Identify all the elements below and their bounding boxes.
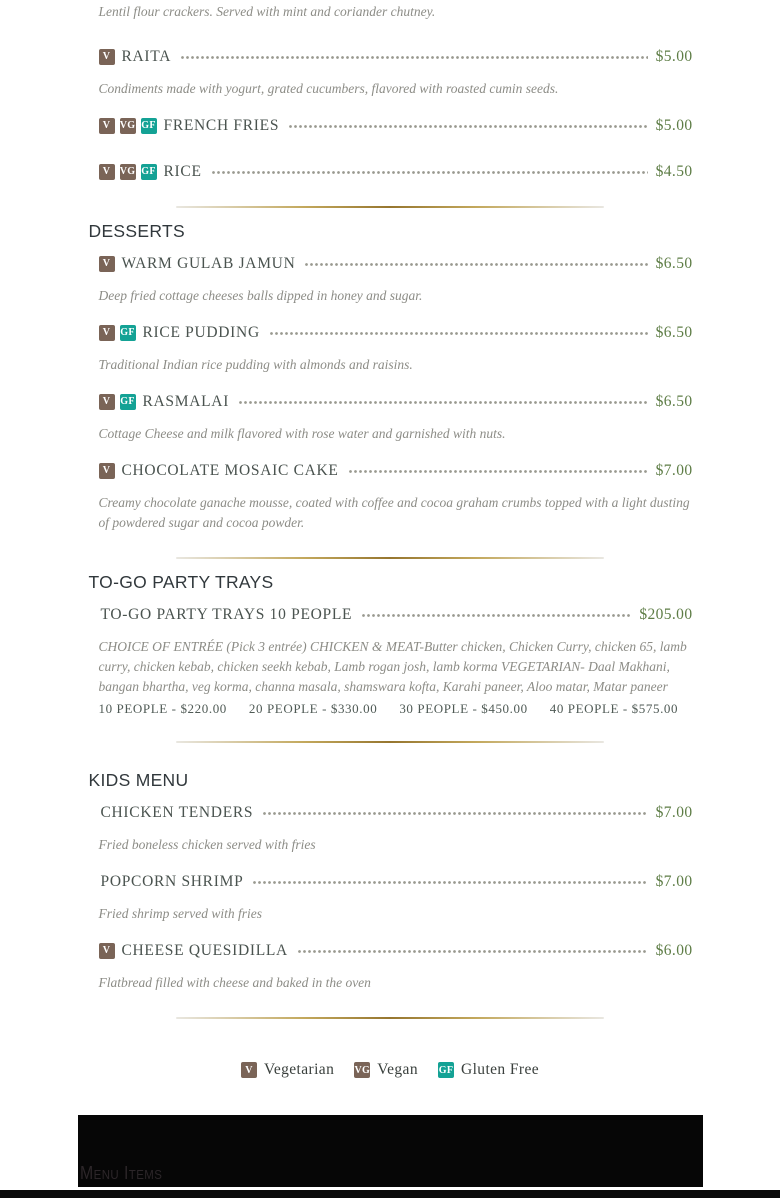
dotted-leader: [305, 263, 647, 266]
menu-item-row: [99, 391, 693, 412]
legend-entry: [241, 1061, 334, 1079]
item-name: TO-GO PARTY TRAYS 10 PEOPLE: [100, 605, 353, 623]
gluten-free-badge: GF: [141, 164, 157, 180]
item-name: POPCORN SHRIMP: [100, 872, 244, 890]
item-description: Cottage Cheese and milk flavored with rose water and garnished with nuts.: [98, 426, 506, 441]
dotted-leader: [263, 812, 647, 815]
menu-item-row: [99, 322, 693, 343]
item-price: $7.00: [655, 461, 693, 479]
item-price: $6.50: [655, 392, 693, 410]
item-price: $7.00: [655, 872, 693, 890]
dotted-leader: [212, 171, 648, 174]
item-price: $205.00: [639, 605, 693, 623]
footer-title: Menu Items: [79, 1163, 162, 1183]
item-description: Creamy chocolate ganache mousse, coated with coffee and cocoa graham crumbs topped with a light dusting of powdered sugar and cocoa powder.: [98, 495, 690, 530]
dotted-leader: [362, 614, 631, 617]
vegetarian-badge: V: [99, 118, 115, 134]
item-name: CHOCOLATE MOSAIC CAKE: [121, 461, 339, 479]
pricing-option: 40 PEOPLE - $575.00: [549, 701, 679, 716]
vegan-badge: VG: [120, 118, 136, 134]
dietary-legend: [78, 1061, 703, 1079]
dotted-leader: [270, 332, 648, 335]
pricing-option: 20 PEOPLE - $330.00: [248, 701, 378, 716]
item-price: $6.00: [655, 941, 693, 959]
item-price: $5.00: [655, 47, 693, 65]
dotted-leader: [253, 881, 647, 884]
bottom-bar: [0, 1190, 780, 1198]
menu-item-row: [99, 161, 693, 182]
item-price: $5.00: [655, 116, 693, 134]
item-price: $7.00: [655, 803, 693, 821]
menu-item-row: [99, 802, 693, 823]
vegetarian-badge: V: [241, 1062, 257, 1078]
dotted-leader: [239, 401, 648, 404]
legend-label: Vegan: [377, 1061, 418, 1078]
dotted-leader: [289, 125, 647, 128]
menu-item-row: [99, 46, 693, 67]
item-name: RAITA: [121, 47, 172, 65]
legend-entry: [438, 1061, 539, 1079]
vegetarian-badge: V: [99, 325, 115, 341]
section-header: DESSERTS: [88, 221, 185, 241]
section-divider: [176, 1017, 604, 1019]
item-name: RICE PUDDING: [142, 323, 260, 341]
footer-panel: [78, 1115, 703, 1187]
item-price: $6.50: [655, 254, 693, 272]
section-header: KIDS MENU: [88, 770, 189, 790]
legend-entry: [354, 1061, 418, 1079]
item-name: RASMALAI: [142, 392, 230, 410]
vegetarian-badge: V: [99, 463, 115, 479]
gluten-free-badge: GF: [141, 118, 157, 134]
vegetarian-badge: V: [99, 256, 115, 272]
dotted-leader: [349, 470, 648, 473]
item-name: CHICKEN TENDERS: [100, 803, 254, 821]
menu-item-row: [99, 460, 693, 481]
item-description: Lentil flour crackers. Served with mint and coriander chutney.: [98, 4, 436, 19]
item-description: Traditional Indian rice pudding with almonds and raisins.: [98, 357, 413, 372]
vegetarian-badge: V: [99, 164, 115, 180]
item-name: CHEESE QUESIDILLA: [121, 941, 288, 959]
menu-item-row: [99, 940, 693, 961]
menu-item-row: [99, 115, 693, 136]
item-description: Flatbread filled with cheese and baked in the oven: [98, 975, 371, 990]
legend-label: Vegetarian: [263, 1061, 335, 1078]
section-divider: [176, 741, 604, 743]
pricing-option: 10 PEOPLE - $220.00: [98, 701, 227, 716]
vegan-badge: VG: [120, 164, 136, 180]
gluten-free-badge: GF: [120, 325, 136, 341]
menu-item-row: [99, 253, 693, 274]
vegetarian-badge: V: [99, 943, 115, 959]
dotted-leader: [298, 950, 648, 953]
section-header: TO-GO PARTY TRAYS: [88, 572, 274, 592]
vegetarian-badge: V: [99, 49, 115, 65]
item-description: Fried boneless chicken served with fries: [98, 837, 316, 852]
gluten-free-badge: GF: [120, 394, 136, 410]
item-price: $6.50: [655, 323, 693, 341]
section-divider: [176, 206, 604, 208]
vegan-badge: VG: [354, 1062, 370, 1078]
item-description: CHOICE OF ENTRÉE (Pick 3 entrée) CHICKEN & MEAT-Butter chicken, Chicken Curry, chicken 65, lamb curry, chicken kebab, chicken seekh kebab, Lamb rogan josh, lamb korma VEGETARIAN- Daal Makhani, bangan bhartha, veg korma, channa masala, shamswara kofta, Karahi paneer, Aloo matar, Matar paneer: [98, 639, 687, 694]
item-description: Fried shrimp served with fries: [98, 906, 262, 921]
item-price: $4.50: [655, 162, 693, 180]
item-name: RICE: [163, 162, 202, 180]
menu-item-row: [99, 604, 693, 625]
item-description: Deep fried cottage cheeses balls dipped in honey and sugar.: [98, 288, 423, 303]
item-description: Condiments made with yogurt, grated cucumbers, flavored with roasted cumin seeds.: [98, 81, 559, 96]
dotted-leader: [181, 56, 648, 59]
legend-label: Gluten Free: [461, 1061, 540, 1078]
vegetarian-badge: V: [99, 394, 115, 410]
gluten-free-badge: GF: [438, 1062, 454, 1078]
menu-page: [78, 2, 703, 1187]
section-divider: [176, 557, 604, 559]
pricing-option: 30 PEOPLE - $450.00: [399, 701, 528, 716]
item-name: FRENCH FRIES: [163, 116, 280, 134]
menu-content: [78, 46, 703, 993]
menu-item-row: [99, 871, 693, 892]
item-name: WARM GULAB JAMUN: [121, 254, 296, 272]
party-tray-pricing-options: [99, 701, 693, 717]
